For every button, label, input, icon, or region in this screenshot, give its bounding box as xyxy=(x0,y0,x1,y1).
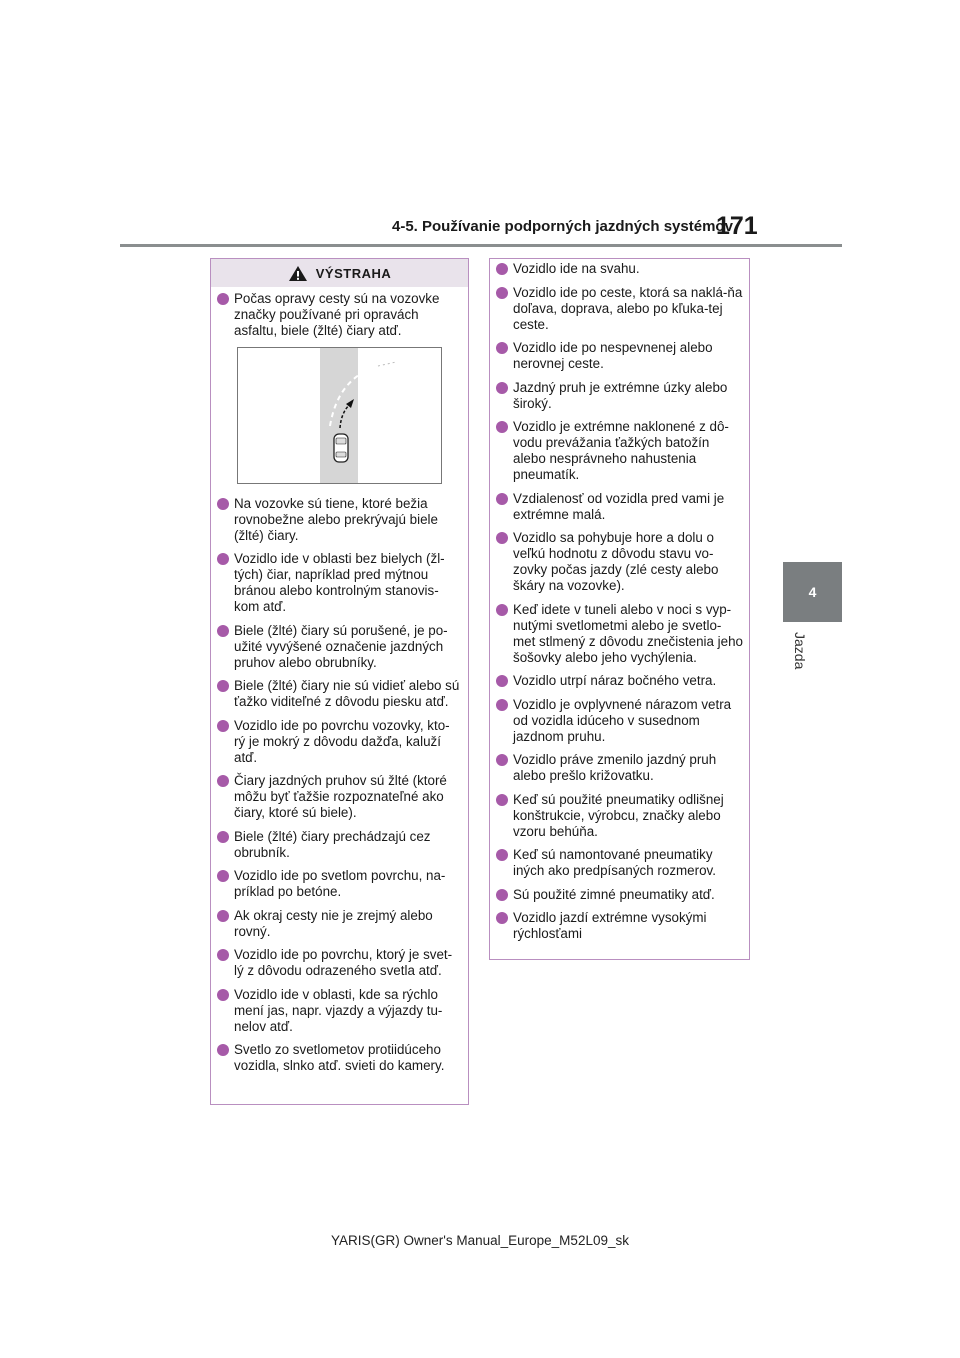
list-item: Vzdialenosť od vozidla pred vami je extrémne malá. xyxy=(496,491,743,523)
list-item: Vozidlo ide po ceste, ktorá sa naklá-ňa doľava, doprava, alebo po kľuka-tej ceste. xyxy=(496,285,743,333)
section-title: 4-5. Používanie podporných jazdných systémov xyxy=(392,218,733,235)
list-item: Vozidlo ide na svahu. xyxy=(496,261,743,277)
list-item: Vozidlo ide po svetlom povrchu, na-príklad po betóne. xyxy=(217,868,460,900)
warning-box xyxy=(210,258,469,1105)
page-number: 171 xyxy=(716,212,758,240)
bullet-dot-icon xyxy=(217,831,229,843)
list-item: Vozidlo sa pohybuje hore a dolu o veľkú hodnotu z dôvodu stavu vo-zovky počas jazdy (zlé cesty alebo škáry na vozovke). xyxy=(496,530,743,594)
list-item: Na vozovke sú tiene, ktoré bežia rovnobežne alebo prekrývajú biele (žlté) čiary. xyxy=(217,496,460,544)
list-item: Vozidlo je ovplyvnené nárazom vetra od vozidla idúceho v susednom jazdnom pruhu. xyxy=(496,697,743,745)
bullet-dot-icon xyxy=(496,675,508,687)
bullet-dot-icon xyxy=(217,1044,229,1056)
bullet-dot-icon xyxy=(217,293,229,305)
bullet-dot-icon xyxy=(496,287,508,299)
lane-diagram xyxy=(238,348,441,483)
list-item: Počas opravy cesty sú na vozovke značky používané pri opravách asfaltu, biele (žlté) čiary atď. xyxy=(217,291,460,339)
warning-header xyxy=(211,259,468,287)
bullet-dot-icon xyxy=(217,910,229,922)
bullet-dot-icon xyxy=(496,754,508,766)
warning-list-right xyxy=(490,259,749,942)
bullet-dot-icon xyxy=(217,989,229,1001)
list-item: Vozidlo je extrémne naklonené z dô-vodu prevážania ťažkých batožín alebo nesprávneho nahustenia pneumatík. xyxy=(496,419,743,483)
bullet-dot-icon xyxy=(496,421,508,433)
chapter-name: Jazda xyxy=(792,632,808,670)
list-item: Biele (žlté) čiary nie sú vidieť alebo sú ťažko viditeľné z dôvodu piesku atď. xyxy=(217,678,460,710)
list-item: Vozidlo ide po povrchu, ktorý je svet-lý z dôvodu odrazeného svetla atď. xyxy=(217,947,460,979)
bullet-dot-icon xyxy=(496,342,508,354)
bullet-dot-icon xyxy=(496,382,508,394)
warning-box-continued xyxy=(489,258,750,960)
footer-text: YARIS(GR) Owner's Manual_Europe_M52L09_sk xyxy=(331,1233,629,1248)
list-item: Sú použité zimné pneumatiky atď. xyxy=(496,887,743,903)
bullet-dot-icon xyxy=(496,493,508,505)
lane-illustration xyxy=(237,347,442,484)
list-item: Čiary jazdných pruhov sú žlté (ktoré môžu byť ťažšie rozpoznateľné ako čiary, ktoré sú biele). xyxy=(217,773,460,821)
list-item: Keď idete v tuneli alebo v noci s vyp-nutými svetlometmi alebo je svetlo-met stlmený z dôvodu znečistenia jeho šošovky alebo jeho vychýlenia. xyxy=(496,602,743,666)
bullet-dot-icon xyxy=(496,912,508,924)
warning-list-left xyxy=(211,287,468,339)
list-item: Keď sú namontované pneumatiky iných ako predpísaných rozmerov. xyxy=(496,847,743,879)
bullet-dot-icon xyxy=(217,720,229,732)
bullet-dot-icon xyxy=(217,625,229,637)
warning-triangle-icon xyxy=(288,265,308,282)
list-item: Vozidlo ide v oblasti bez bielych (žl-tých) čiar, napríklad pred mýtnou bránou alebo kontrolným stanovis-kom atď. xyxy=(217,551,460,615)
bullet-dot-icon xyxy=(217,870,229,882)
bullet-dot-icon xyxy=(217,498,229,510)
bullet-dot-icon xyxy=(217,680,229,692)
list-item: Vozidlo ide v oblasti, kde sa rýchlo mení jas, napr. vjazdy a výjazdy tu-nelov atď. xyxy=(217,987,460,1035)
bullet-dot-icon xyxy=(496,794,508,806)
list-item: Svetlo zo svetlometov protiidúceho vozidla, slnko atď. svieti do kamery. xyxy=(217,1042,460,1074)
warning-title: VÝSTRAHA xyxy=(315,265,392,281)
list-item: Biele (žlté) čiary prechádzajú cez obrubník. xyxy=(217,829,460,861)
list-item: Jazdný pruh je extrémne úzky alebo široký. xyxy=(496,380,743,412)
bullet-dot-icon xyxy=(217,775,229,787)
bullet-dot-icon xyxy=(496,532,508,544)
header-divider xyxy=(120,244,842,247)
list-item: Biele (žlté) čiary sú porušené, je po-užité vyvýšené označenie jazdných pruhov alebo obrubníky. xyxy=(217,623,460,671)
warning-list-left-rest xyxy=(211,492,468,1075)
list-item: Vozidlo jazdí extrémne vysokými rýchlosťami xyxy=(496,910,743,942)
bullet-dot-icon xyxy=(496,604,508,616)
bullet-dot-icon xyxy=(496,699,508,711)
list-item: Vozidlo ide po nespevnenej alebo nerovnej ceste. xyxy=(496,340,743,372)
list-item: Vozidlo utrpí náraz bočného vetra. xyxy=(496,673,743,689)
list-item: Keď sú použité pneumatiky odlišnej konštrukcie, výrobcu, značky alebo vzoru behúňa. xyxy=(496,792,743,840)
list-item: Vozidlo práve zmenilo jazdný pruh alebo prešlo križovatku. xyxy=(496,752,743,784)
list-item: Ak okraj cesty nie je zrejmý alebo rovný. xyxy=(217,908,460,940)
bullet-dot-icon xyxy=(217,949,229,961)
bullet-dot-icon xyxy=(217,553,229,565)
list-item: Vozidlo ide po povrchu vozovky, kto-rý je mokrý z dôvodu dažďa, kaluží atď. xyxy=(217,718,460,766)
bullet-dot-icon xyxy=(496,849,508,861)
bullet-dot-icon xyxy=(496,263,508,275)
bullet-dot-icon xyxy=(496,889,508,901)
chapter-tab[interactable]: 4 xyxy=(783,562,842,622)
